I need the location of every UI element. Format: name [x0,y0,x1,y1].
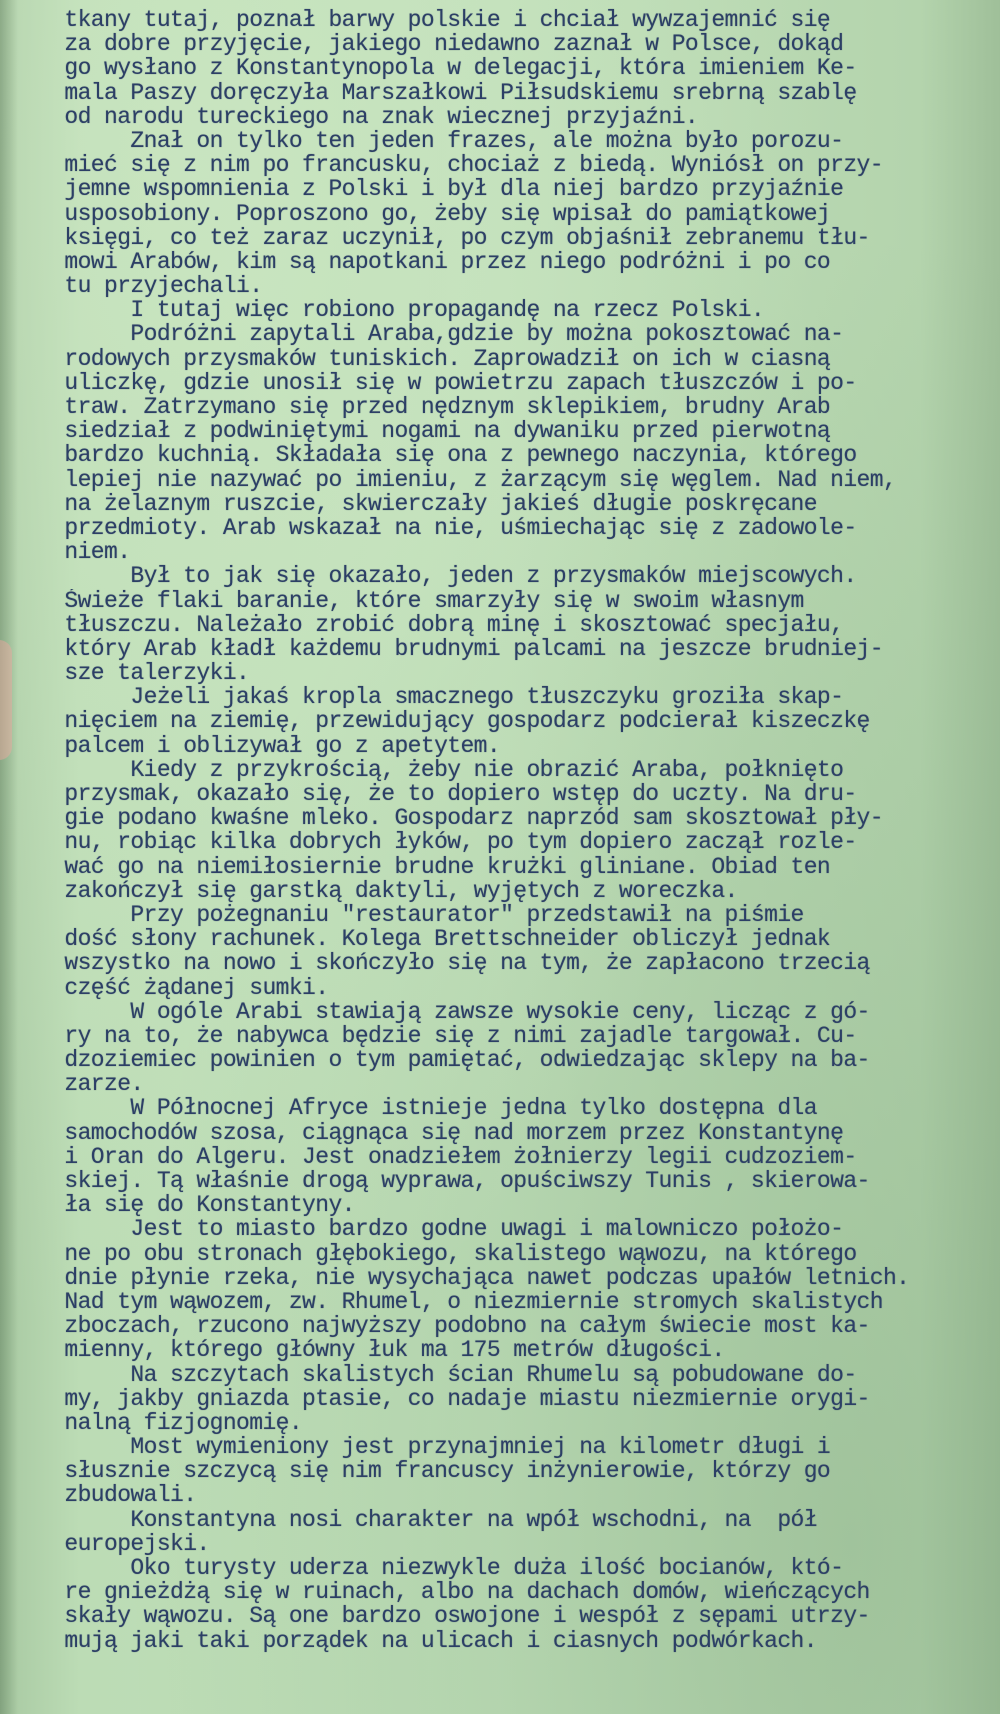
text-line: traw. Zatrzymano się przed nędznym sklepikiem, brudny Arab [38,395,831,420]
text-line: rodowych przysmaków tuniskich. Zaprowadził on ich w ciasną [38,346,831,371]
typed-text-block [38,8,990,1653]
text-line: bardzo kuchnią. Składała się ona z pewnego naczynia, którego [38,443,857,468]
text-line: ry na to, że nabywca będzie się z nimi zajadle targował. Cu- [38,1023,857,1049]
text-line: W ogóle Arabi stawiają zawsze wysokie ceny, licząc z gó- [38,999,870,1024]
text-line: zbudowali. [38,1483,197,1508]
text-line: tu przyjechali. [38,274,263,299]
text-line: na żelaznym ruszcie, skwierczały jakieś długie poskręcane [38,491,817,516]
text-line: Przy pożegnaniu "restaurator" przedstawił na piśmie [38,902,804,928]
text-line: gie podano kwaśne mleko. Gospodarz naprzód sam skosztował pły- [38,806,883,831]
text-line: za dobre przyjęcie, jakiego niedawno zaznał w Polsce, dokąd [38,32,844,57]
text-line: Znał on tylko ten jeden frazes, ale można było porozu- [38,128,844,154]
text-line: i Oran do Algeru. Jest onadziełem żołnierzy legii cudzoziem- [38,1144,857,1169]
text-line: uliczkę, gdzie unosił się w powietrzu zapach tłuszczów i po- [38,370,857,395]
text-line: palcem i oblizywał go z apetytem. [38,733,501,758]
text-line: go wysłano z Konstantynopola w delegacji, która imieniem Ke- [38,56,857,81]
text-line: Konstantyna nosi charakter na wpół wschodni, na pół [38,1507,817,1532]
text-line: Jest to miasto bardzo godne uwagi i malowniczo położo- [38,1217,844,1242]
text-line: usposobiony. Poproszono go, żeby się wpisał do pamiątkowej [38,201,831,226]
text-line: siedział z podwiniętymi nogami na dywaniku przed pierwotną [38,419,831,444]
text-line: dzoziemiec powinien o tym pamiętać, odwiedzając sklepy na ba- [38,1048,870,1073]
text-line: mowi Arabów, kim są napotkani przez niego podróżni i po co [38,249,831,275]
text-line: księgi, co też zaraz uczynił, po czym objaśnił zebranemu tłu- [38,225,870,250]
text-line: Świeże flaki baranie, które smarzyły się w swoim własnym [38,588,804,613]
text-line: dość słony rachunek. Kolega Brettschneider obliczył jednak [38,927,831,952]
text-line: tłuszczu. Należało zrobić dobrą minę i skosztować specjału, [38,612,844,637]
text-line: nięciem na ziemię, przewidujący gospodarz podcierał kiszeczkę [38,709,870,734]
text-line: przedmioty. Arab wskazał na nie, uśmiechając się z zadowole- [38,515,857,541]
text-line: Most wymieniony jest przynajmniej na kilometr długi i [38,1435,831,1460]
text-line: Na szczytach skalistych ścian Rhumelu są pobudowane do- [38,1362,857,1387]
text-line: zboczach, rzucono najwyższy podobno na całym świecie most ka- [38,1314,870,1339]
text-line: Podróżni zapytali Araba,gdzie by można pokosztować na- [38,322,844,347]
text-line: skały wąwozu. Są one bardzo oswojone i wespół z sępami utrzy- [38,1604,870,1629]
text-line: ne po obu stronach głębokiego, skalistego wąwozu, na którego [38,1241,857,1266]
text-line: europejski. [38,1531,210,1556]
text-line: my, jakby gniazda ptasie, co nadaje miastu niezmiernie orygi- [38,1386,870,1411]
text-line: słusznie szczycą się nim francuscy inżynierowie, którzy go [38,1459,831,1484]
text-line: mienny, którego główny łuk ma 175 metrów długości. [38,1338,725,1363]
text-line: który Arab kładł każdemu brudnymi palcami na jeszcze brudniej- [38,636,883,662]
text-line: Kiedy z przykrością, żeby nie obrazić Araba, połknięto [38,757,844,782]
text-line: skiej. Tą właśnie drogą wyprawa, opuściwszy Tunis , skierowa- [38,1169,870,1194]
text-line: zarze. [38,1072,144,1097]
text-line: Oko turysty uderza niezwykle duża ilość bocianów, któ- [38,1556,844,1581]
text-line: ła się do Konstantyny. [38,1193,355,1218]
text-line: tkany tutaj, poznał barwy polskie i chciał wywzajemnić się [38,8,831,33]
text-line: sze talerzyki. [38,661,250,686]
text-line: lepiej nie nazywać po imieniu, z żarzącym się węglem. Nad niem, [38,467,897,492]
text-line: wać go na niemiłosiernie brudne krużki gliniane. Obiad ten [38,854,831,879]
text-line: re gnieżdżą się w ruinach, albo na dachach domów, wieńczących [38,1580,870,1605]
text-line: samochodów szosa, ciągnąca się nad morzem przez Konstantynę [38,1120,844,1145]
text-line: dnie płynie rzeka, nie wysychająca nawet podczas upałów letnich. [38,1265,910,1290]
text-line: Był to jak się okazało, jeden z przysmaków miejscowych. [38,564,857,589]
text-line: niem. [38,540,131,565]
text-line: nalną fizjognomię. [38,1410,303,1436]
text-line: od narodu tureckiego na znak wiecznej przyjaźni. [38,104,699,129]
text-line: mala Paszy doręczyła Marszałkowi Piłsudskiemu srebrną szablę [38,80,857,105]
text-line: zakończył się garstką daktyli, wyjętych z woreczka. [38,878,738,903]
text-line: mieć się z nim po francusku, chociaż z biedą. Wyniósł on przy- [38,153,883,178]
text-line: I tutaj więc robiono propagandę na rzecz Polski. [38,298,765,323]
text-line: W Północnej Afryce istnieje jedna tylko dostępna dla [38,1096,817,1121]
text-line: mują jaki taki porządek na ulicach i ciasnych podwórkach. [38,1628,817,1653]
page-edge-shadow [0,0,18,1714]
text-line: przysmak, okazało się, że to dopiero wstęp do uczty. Na dru- [38,782,857,807]
text-line: jemne wspomnienia z Polski i był dla niej bardzo przyjaźnie [38,177,844,202]
text-line: część żądanej sumki. [38,975,329,1000]
text-line: wszystko na nowo i skończyło się na tym, że zapłacono trzecią [38,951,870,976]
text-line: Jeżeli jakaś kropla smacznego tłuszczyku groziła skap- [38,685,844,710]
text-line: nu, robiąc kilka dobrych łyków, po tym dopiero zaczął rozle- [38,830,857,855]
finger-shadow [0,640,12,760]
text-line: Nad tym wąwozem, zw. Rhumel, o niezmiernie stromych skalistych [38,1289,883,1315]
